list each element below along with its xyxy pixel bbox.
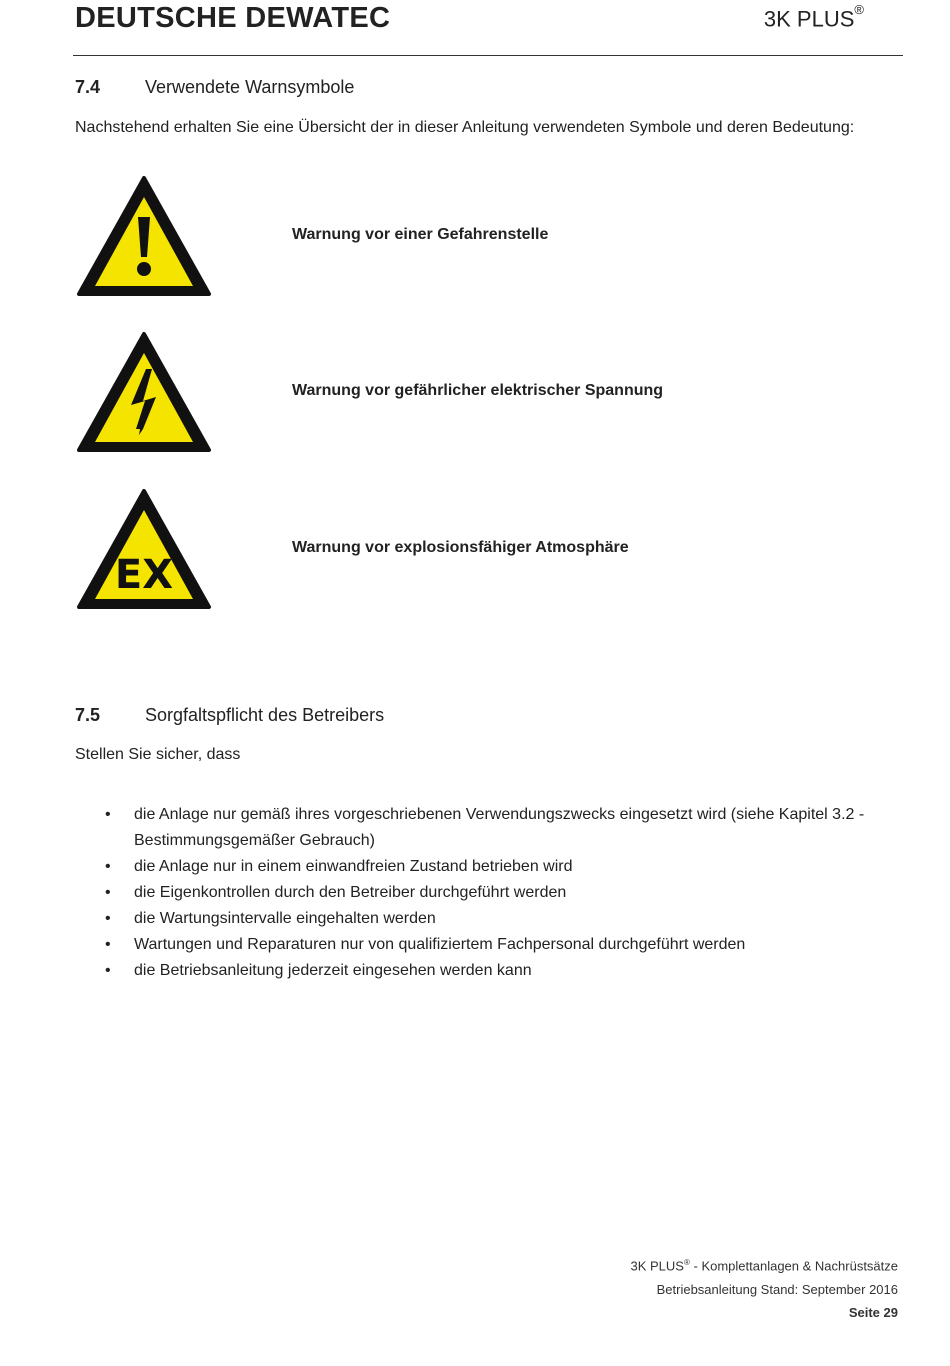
list-item-text: die Eigenkontrollen durch den Betreiber durchgeführt werden <box>134 884 567 901</box>
warning-symbol-label: Warnung vor explosionsfähiger Atmosphäre <box>292 539 629 556</box>
list-item <box>100 802 910 854</box>
list-item <box>100 906 910 932</box>
warning-symbol-row <box>76 488 876 612</box>
header-divider <box>73 55 903 56</box>
section-heading-7-5 <box>75 705 384 726</box>
list-item <box>100 880 910 906</box>
explosive-atmosphere-warning-icon <box>76 488 212 610</box>
warning-symbol-row <box>76 331 876 455</box>
section-intro: Nachstehend erhalten Sie eine Übersicht der in dieser Anleitung verwendeten Symbole und deren Bedeutung: <box>75 119 855 136</box>
section-number: 7.4 <box>75 77 101 97</box>
footer-registered-mark: ® <box>683 1258 690 1267</box>
list-item-text: die Anlage nur in einem einwandfreien Zustand betrieben wird <box>134 858 573 875</box>
footer-product: 3K PLUS <box>630 1258 684 1274</box>
list-item-text: die Anlage nur gemäß ihres vorgeschriebenen Verwendungszwecks eingesetzt wird (siehe Kapitel 3.2 - Bestimmungsgemäßer Gebrauch) <box>134 806 865 849</box>
list-item-text: die Betriebsanleitung jederzeit eingesehen werden kann <box>134 962 532 979</box>
bullet-icon: • <box>105 910 111 927</box>
section-heading-7-4 <box>75 77 354 98</box>
list-item-text: Wartungen und Reparaturen nur von qualifiziertem Fachpersonal durchgeführt werden <box>134 936 746 953</box>
duty-bullet-list <box>100 802 910 984</box>
product-name-text: 3K PLUS <box>763 6 855 32</box>
warning-symbol-label: Warnung vor gefährlicher elektrischer Spannung <box>292 382 664 399</box>
bullet-icon: • <box>105 858 111 875</box>
list-item <box>100 932 910 958</box>
bullet-icon: • <box>105 884 111 901</box>
product-name <box>763 2 864 32</box>
registered-mark: ® <box>854 2 864 17</box>
warning-symbol-label: Warnung vor einer Gefahrenstelle <box>292 226 549 243</box>
bullet-icon: • <box>105 806 111 823</box>
footer-document-title <box>631 1258 899 1273</box>
page-number: Seite 29 <box>848 1305 898 1320</box>
company-name: DEUTSCHE DEWATEC <box>75 2 391 34</box>
section-title: Verwendete Warnsymbole <box>145 77 355 97</box>
exclamation-warning-icon <box>76 175 212 297</box>
list-item <box>100 854 910 880</box>
section-intro: Stellen Sie sicher, dass <box>75 746 241 763</box>
list-item-text: die Wartungsintervalle eingehalten werden <box>134 910 436 927</box>
bullet-icon: • <box>105 962 111 979</box>
ex-icon-text: EX <box>114 552 174 598</box>
footer-title-suffix: - Komplettanlagen & Nachrüstsätze <box>689 1258 898 1274</box>
section-number: 7.5 <box>75 705 101 725</box>
high-voltage-warning-icon <box>76 331 212 453</box>
bullet-icon: • <box>105 936 111 953</box>
warning-symbol-row <box>76 175 876 299</box>
section-title: Sorgfaltspflicht des Betreibers <box>145 705 385 725</box>
footer-edition: Betriebsanleitung Stand: September 2016 <box>656 1282 898 1297</box>
list-item <box>100 958 910 984</box>
